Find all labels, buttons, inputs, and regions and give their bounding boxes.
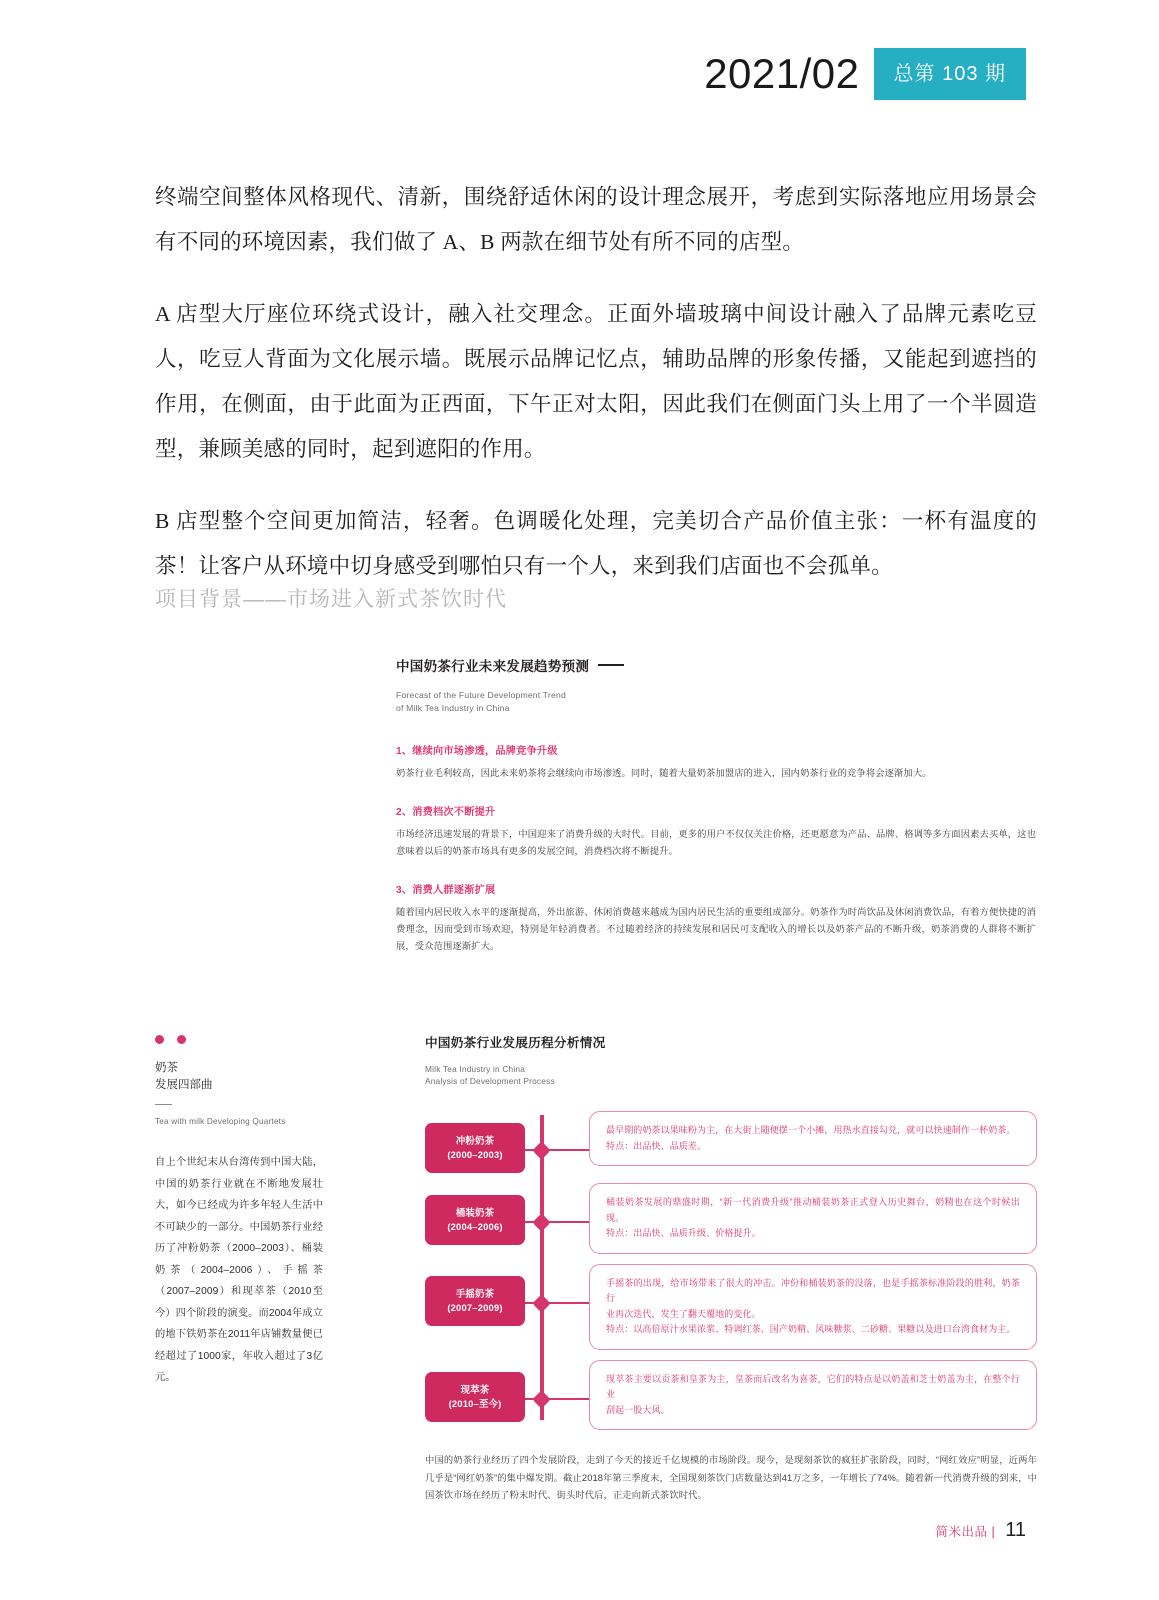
- timeline-stage-years: (2007–2009): [447, 1301, 503, 1313]
- dot-icon: [155, 1035, 164, 1044]
- section-heading: 项目背景——市场进入新式茶饮时代: [155, 588, 507, 611]
- infographic-two-title-cn: 中国奶茶行业发展历程分析情况: [425, 1036, 606, 1050]
- trend-heading: 1、继续向市场渗透，品牌竞争升级: [396, 746, 558, 757]
- infographic-two-title-en-line1: Milk Tea Industry in China: [425, 1064, 526, 1074]
- issue-badge: 总第 103 期: [874, 48, 1026, 100]
- infographic-one-title-en-line2: of Milk Tea Industry in China: [396, 702, 510, 713]
- trend-item: [396, 803, 1036, 860]
- timeline-node-icon: [532, 1213, 550, 1231]
- page-header: [704, 48, 1026, 100]
- timeline-desc-line: 业再次迭代，发生了翻天覆地的变化。: [606, 1308, 761, 1319]
- body-paragraph-2: A 店型大厅座位环绕式设计，融入社交理念。正面外墙玻璃中间设计融入了品牌元素吃豆人，吃豆人背面为文化展示墙。既展示品牌记忆点，辅助品牌的形象传播，又能起到遮挡的作用，在侧面，由于此面为正西面，下午正对太阳，因此我们在侧面门头上用了一个半圆造型，兼顾美感的同时，起到遮阳的作用。: [155, 302, 1037, 461]
- infographic-one-title-en-line1: Forecast of the Future Development Trend: [396, 690, 566, 700]
- timeline-node-icon: [532, 1294, 550, 1312]
- body-paragraph-3: B 店型整个空间更加简洁，轻奢。色调暖化处理，完美切合产品价值主张：一杯有温度的茶！让客户从环境中切身感受到哪怕只有一个人，来到我们店面也不会孤单。: [155, 509, 1037, 578]
- dot-icon: [177, 1035, 186, 1044]
- timeline: [425, 1111, 1037, 1430]
- timeline-stage-years: (2004–2006): [447, 1221, 503, 1232]
- timeline-node-icon: [532, 1141, 550, 1159]
- side-paragraph: 自上个世纪末从台湾传到中国大陆，中国的奶茶行业就在不断地发展壮大，如今已经成为许多年轻人生活中不可缺少的一部分。中国奶茶行业经历了冲粉奶茶（2000–2003）、桶装奶茶（2004–2006）、手摇茶（2007–2009）和现萃茶（2010至今）四个阶段的演变。而2004年成立的地下铁奶茶在2011年店铺数量便已经超过了1000家，年收入超过了3亿元。: [155, 1157, 323, 1384]
- trend-body: 市场经济迅速发展的背景下，中国迎来了消费升级的大时代。目前，更多的用户不仅仅关注价格，还更愿意为产品、品牌、格调等多方面因素去买单，这也意味着以后的奶茶市场具有更多的发展空间，消费档次将不断提升。: [396, 829, 1036, 856]
- side-title-line2: 发展四部曲: [155, 1079, 213, 1091]
- trend-item: [396, 742, 1036, 782]
- timeline-row: [425, 1264, 1037, 1350]
- timeline-description-card: [589, 1360, 1037, 1431]
- timeline-stage-name: 冲粉奶茶: [455, 1135, 495, 1146]
- footer-brand: 简米出品 |: [935, 1525, 996, 1539]
- infographic-development-process: [425, 1032, 1037, 1505]
- timeline-row: [425, 1360, 1037, 1431]
- dots-decoration: [155, 1035, 323, 1044]
- trend-body: 随着国内居民收入水平的逐渐提高，外出旅游、休闲消费越来越成为国内居民生活的重要组成部分。奶茶作为时尚饮品及休闲消费饮品，有着方便快捷的消费理念，因而受到市场欢迎，特别是年轻消费者。不过随着经济的持续发展和居民可支配收入的增长以及奶茶产品的不断升级，奶茶消费的人群将不断扩展，受众范围逐渐扩大。: [396, 907, 1036, 951]
- side-title: [155, 1060, 323, 1094]
- issue-date: 2021/02: [704, 50, 860, 97]
- timeline-stage-chip: [425, 1123, 525, 1173]
- infographic-trend-forecast: [396, 655, 1036, 955]
- timeline-desc-line: 特点：以高倍原汁水果浓浆、特调红茶、国产奶精、风味糖浆、二砂糖、果糖以及进口台湾食材为主。: [606, 1324, 1016, 1334]
- timeline-desc-line: 特点：出品快、品质升级、价格提升。: [606, 1228, 761, 1238]
- timeline-desc-line: 特点：出品快、品质差。: [606, 1140, 707, 1151]
- infographic-one-title-row: [396, 655, 1036, 675]
- timeline-stage-years: (2000–2003): [447, 1149, 503, 1160]
- side-block: [155, 1035, 323, 1389]
- timeline-desc-line: 手摇茶的出现，给市场带来了很大的冲击。冲份和桶装奶茶的没落，也是手摇茶标准阶段的胜利，奶茶行: [606, 1277, 1020, 1303]
- timeline-stage-name: 桶装奶茶: [455, 1207, 495, 1218]
- trend-heading: 2、消费档次不断提升: [396, 807, 496, 818]
- timeline-description-card: [589, 1111, 1037, 1166]
- trend-list: [396, 742, 1036, 955]
- trend-item: [396, 881, 1036, 955]
- timeline-stage-years: (2010–至今): [448, 1397, 502, 1409]
- timeline-desc-line: 刮起一股大风。: [606, 1404, 670, 1415]
- body-paragraph-1: 终端空间整体风格现代、清新，围绕舒适休闲的设计理念展开，考虑到实际落地应用场景会有不同的环境因素，我们做了 A、B 两款在细节处有所不同的店型。: [155, 185, 1037, 254]
- infographic-one-title-cn: 中国奶茶行业未来发展趋势预测: [396, 659, 590, 674]
- footer-page-number: 11: [1005, 1519, 1026, 1541]
- timeline-desc-line: 最早期的奶茶以果味粉为主，在大街上随便摆一个小摊，用热水直接勾兑，就可以快速制作一杯奶茶。: [606, 1125, 1016, 1135]
- timeline-stage-chip: [425, 1195, 525, 1245]
- side-rule-decoration: [155, 1104, 172, 1105]
- title-rule-decoration: [598, 664, 624, 666]
- trend-body: 奶茶行业毛利较高，因此未来奶茶将会继续向市场渗透。同时，随着大量奶茶加盟店的进入，国内奶茶行业的竞争将会逐渐加大。: [396, 768, 932, 778]
- page-footer: [936, 1519, 1027, 1542]
- timeline-desc-line: 桶装奶茶发展的鼎盛时期，“新一代消费升级”推动桶装奶茶正式登入历史舞台，奶精也在这个时候出现。: [606, 1197, 1020, 1223]
- trend-heading: 3、消费人群逐渐扩展: [396, 885, 496, 896]
- infographic-one-title-en: [396, 689, 1036, 714]
- infographic-two-footer-text: 中国的奶茶行业经历了四个发展阶段，走到了今天的接近千亿规模的市场阶段。现今，是现刻茶饮的疯狂扩张阶段，同时，“网红效应”明显，近两年几乎是“网红奶茶”的集中爆发期。截止2018年第三季度末，全国现刻茶饮门店数量达到41万之多，一年增长了74%。随着新一代消费升级的到来，中国茶饮市场在经历了粉末时代、街头时代后，正走向新式茶饮时代。: [425, 1455, 1037, 1500]
- infographic-two-title-en-line2: Analysis of Development Process: [425, 1075, 555, 1086]
- timeline-row: [425, 1111, 1037, 1173]
- timeline-description-card: [589, 1183, 1037, 1254]
- side-title-en: Tea with milk Developing Quartets: [155, 1117, 286, 1127]
- timeline-stage-name: 手摇奶茶: [455, 1287, 495, 1299]
- timeline-row: [425, 1183, 1037, 1254]
- body-copy: [155, 175, 1037, 589]
- timeline-stage-chip: [425, 1276, 525, 1326]
- timeline-stage-name: 现萃茶: [460, 1383, 490, 1395]
- timeline-description-card: [589, 1264, 1037, 1350]
- timeline-stage-chip: [425, 1372, 525, 1422]
- timeline-node-icon: [532, 1390, 550, 1408]
- side-title-line1: 奶茶: [155, 1062, 178, 1074]
- infographic-two-title-en: [425, 1064, 1037, 1087]
- timeline-desc-line: 现萃茶主要以贡茶和皇茶为主，皇茶而后改名为喜茶，它们的特点是以奶盖和芝士奶盖为主，在整个行业: [606, 1373, 1020, 1399]
